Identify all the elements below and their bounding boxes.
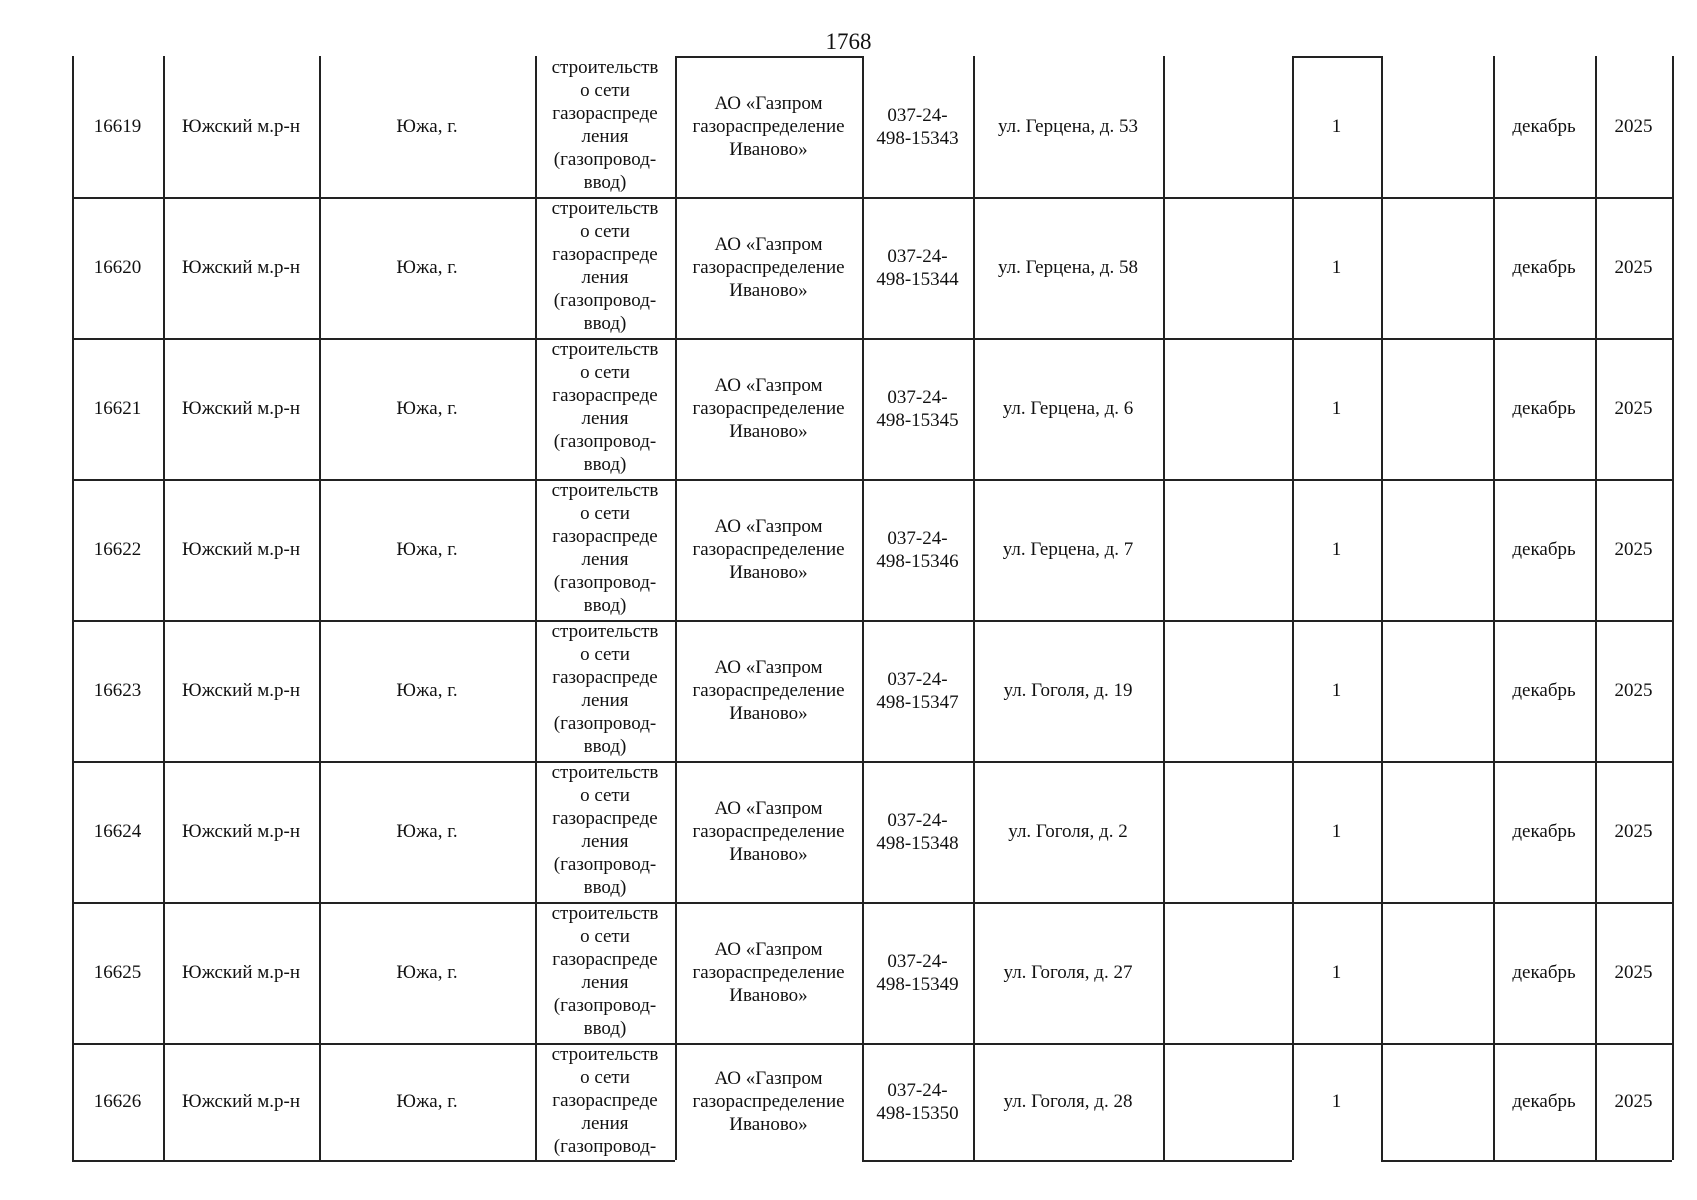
organization-text [675, 938, 862, 1007]
district-cell: Южский м.р-н [181, 116, 301, 137]
text-line: ввод) [583, 454, 627, 475]
object-code-text [862, 668, 973, 714]
text-line: газораспределение [692, 821, 845, 842]
organization-text [675, 515, 862, 584]
object-code-text [862, 386, 973, 432]
grid-line [1292, 56, 1294, 1160]
text-line: строительств [551, 57, 659, 78]
empty-cell [1381, 479, 1493, 620]
organization-text [675, 797, 862, 866]
address-cell: ул. Гоголя, д. 28 [1003, 1091, 1133, 1112]
text-line: ления [581, 690, 629, 711]
empty-cell [1163, 1043, 1292, 1160]
settlement-cell: Южа, г. [396, 398, 458, 419]
empty-cell [1381, 620, 1493, 761]
text-line: газораспреде [552, 385, 658, 406]
year-cell: 2025 [1614, 821, 1653, 842]
organization-text [675, 1067, 862, 1136]
row-number-cell: 16622 [93, 539, 142, 560]
year-cell: 2025 [1614, 257, 1653, 278]
work-type-cell [535, 338, 675, 479]
work-type-text [535, 197, 675, 335]
text-line: газораспределение [692, 539, 845, 560]
object-code-cell [862, 338, 973, 479]
text-line: 037-24- [887, 245, 948, 267]
text-line: (газопровод- [553, 854, 657, 875]
table-row [0, 620, 1697, 761]
district-cell: Южский м.р-н [181, 680, 301, 701]
grid-line [862, 56, 864, 1160]
text-line: ления [581, 831, 629, 852]
text-line: 498-15345 [876, 409, 959, 431]
month-cell: декабрь [1512, 680, 1576, 701]
text-line: ввод) [583, 595, 627, 616]
object-code-cell [862, 902, 973, 1043]
grid-line [72, 56, 74, 1160]
text-line: газораспреде [552, 667, 658, 688]
text-line: 498-15348 [876, 832, 959, 854]
quantity-cell: 1 [1331, 821, 1342, 842]
empty-cell [1381, 56, 1493, 197]
text-line: газораспределение [692, 116, 845, 137]
quantity-cell: 1 [1331, 257, 1342, 278]
text-line: (газопровод- [553, 713, 657, 734]
text-line: газораспреде [552, 244, 658, 265]
text-line: ления [581, 972, 629, 993]
district-cell: Южский м.р-н [181, 821, 301, 842]
row-number-cell: 16620 [93, 257, 142, 278]
object-code-text [862, 950, 973, 996]
grid-line [72, 1043, 1672, 1045]
organization-cell [675, 56, 862, 197]
quantity-cell: 1 [1331, 398, 1342, 419]
object-code-text [862, 809, 973, 855]
settlement-cell: Южа, г. [396, 257, 458, 278]
empty-cell [1163, 479, 1292, 620]
grid-line [72, 479, 1672, 481]
empty-cell [1163, 56, 1292, 197]
text-line: Иваново» [729, 703, 808, 724]
text-line: газораспреде [552, 103, 658, 124]
table-row [0, 338, 1697, 479]
grid-line [1381, 56, 1383, 1160]
settlement-cell: Южа, г. [396, 539, 458, 560]
grid-line [1381, 1160, 1672, 1162]
text-line: о сети [580, 1067, 630, 1088]
text-line: 037-24- [887, 668, 948, 690]
text-line: ления [581, 267, 629, 288]
organization-cell [675, 902, 862, 1043]
empty-cell [1163, 338, 1292, 479]
row-number-cell: 16624 [93, 821, 142, 842]
year-cell: 2025 [1614, 116, 1653, 137]
text-line: Иваново» [729, 985, 808, 1006]
work-type-text [535, 1043, 675, 1158]
settlement-cell: Южа, г. [396, 962, 458, 983]
quantity-cell: 1 [1331, 962, 1342, 983]
month-cell: декабрь [1512, 962, 1576, 983]
table-row [0, 761, 1697, 902]
work-type-text [535, 479, 675, 617]
text-line: о сети [580, 644, 630, 665]
text-line: АО «Газпром [714, 657, 823, 678]
organization-text [675, 656, 862, 725]
object-code-cell [862, 1043, 973, 1160]
empty-cell [1163, 197, 1292, 338]
empty-cell [1163, 761, 1292, 902]
grid-line [72, 902, 1672, 904]
month-cell: декабрь [1512, 116, 1576, 137]
text-line: 037-24- [887, 527, 948, 549]
object-code-text [862, 104, 973, 150]
text-line: 498-15349 [876, 973, 959, 995]
grid-line [72, 761, 1672, 763]
row-number-cell: 16626 [93, 1091, 142, 1112]
text-line: ления [581, 408, 629, 429]
empty-cell [1163, 620, 1292, 761]
organization-text [675, 374, 862, 443]
text-line: о сети [580, 221, 630, 242]
grid-line [862, 1160, 1292, 1162]
grid-line [1672, 56, 1674, 1160]
work-type-text [535, 761, 675, 899]
organization-cell [675, 479, 862, 620]
text-line: газораспределение [692, 962, 845, 983]
organization-cell [675, 620, 862, 761]
organization-text [675, 233, 862, 302]
text-line: ввод) [583, 877, 627, 898]
address-cell: ул. Герцена, д. 7 [1002, 539, 1134, 560]
text-line: ления [581, 126, 629, 147]
text-line: газораспреде [552, 949, 658, 970]
empty-cell [1381, 197, 1493, 338]
address-cell: ул. Гоголя, д. 27 [1003, 962, 1133, 983]
work-type-cell [535, 479, 675, 620]
grid-line [675, 56, 677, 1160]
grid-line [535, 56, 537, 1160]
organization-cell [675, 761, 862, 902]
text-line: о сети [580, 926, 630, 947]
organization-text [675, 92, 862, 161]
text-line: строительств [551, 762, 659, 783]
text-line: АО «Газпром [714, 93, 823, 114]
text-line: ления [581, 1113, 629, 1134]
quantity-cell: 1 [1331, 116, 1342, 137]
text-line: АО «Газпром [714, 516, 823, 537]
quantity-cell: 1 [1331, 680, 1342, 701]
text-line: газораспределение [692, 257, 845, 278]
address-cell: ул. Гоголя, д. 2 [1008, 821, 1128, 842]
object-code-cell [862, 56, 973, 197]
text-line: (газопровод- [553, 290, 657, 311]
table-row [0, 1043, 1697, 1160]
quantity-cell: 1 [1331, 539, 1342, 560]
text-line: 037-24- [887, 1079, 948, 1101]
text-line: АО «Газпром [714, 234, 823, 255]
organization-cell [675, 338, 862, 479]
text-line: ления [581, 549, 629, 570]
work-type-cell [535, 902, 675, 1043]
grid-line [319, 56, 321, 1160]
address-cell: ул. Герцена, д. 53 [998, 116, 1138, 137]
row-number-cell: 16621 [93, 398, 142, 419]
object-code-cell [862, 761, 973, 902]
text-line: ввод) [583, 736, 627, 757]
text-line: Иваново» [729, 844, 808, 865]
text-line: 037-24- [887, 104, 948, 126]
text-line: АО «Газпром [714, 939, 823, 960]
work-type-cell [535, 1043, 675, 1160]
object-code-cell [862, 479, 973, 620]
grid-line [1595, 56, 1597, 1160]
text-line: о сети [580, 80, 630, 101]
month-cell: декабрь [1512, 1091, 1576, 1112]
grid-line [72, 620, 1672, 622]
year-cell: 2025 [1614, 539, 1653, 560]
district-cell: Южский м.р-н [181, 398, 301, 419]
organization-cell [675, 197, 862, 338]
text-line: газораспределение [692, 680, 845, 701]
work-type-cell [535, 56, 675, 197]
text-line: 037-24- [887, 950, 948, 972]
text-line: АО «Газпром [714, 1068, 823, 1089]
text-line: 498-15347 [876, 691, 959, 713]
text-line: газораспределение [692, 398, 845, 419]
table-row [0, 902, 1697, 1043]
text-line: газораспреде [552, 1090, 658, 1111]
text-line: о сети [580, 362, 630, 383]
work-type-text [535, 56, 675, 194]
empty-cell [1381, 338, 1493, 479]
text-line: строительств [551, 903, 659, 924]
text-line: строительств [551, 621, 659, 642]
month-cell: декабрь [1512, 821, 1576, 842]
month-cell: декабрь [1512, 539, 1576, 560]
year-cell: 2025 [1614, 1091, 1653, 1112]
text-line: газораспреде [552, 526, 658, 547]
empty-cell [1163, 902, 1292, 1043]
row-number-cell: 16619 [93, 116, 142, 137]
text-line: (газопровод- [553, 572, 657, 593]
empty-cell [1381, 902, 1493, 1043]
grid-line [1292, 56, 1381, 58]
text-line: о сети [580, 503, 630, 524]
district-cell: Южский м.р-н [181, 257, 301, 278]
text-line: АО «Газпром [714, 798, 823, 819]
text-line: 498-15350 [876, 1102, 959, 1124]
table-row [0, 197, 1697, 338]
text-line: 037-24- [887, 809, 948, 831]
object-code-text [862, 1079, 973, 1125]
work-type-text [535, 902, 675, 1040]
text-line: (газопровод- [553, 1136, 657, 1157]
page-number: 1768 [825, 29, 872, 54]
text-line: строительств [551, 198, 659, 219]
text-line: ввод) [583, 313, 627, 334]
text-line: Иваново» [729, 139, 808, 160]
month-cell: декабрь [1512, 257, 1576, 278]
district-cell: Южский м.р-н [181, 962, 301, 983]
row-number-cell: 16625 [93, 962, 142, 983]
work-type-text [535, 620, 675, 758]
settlement-cell: Южа, г. [396, 680, 458, 701]
grid-line [72, 338, 1672, 340]
year-cell: 2025 [1614, 680, 1653, 701]
grid-line [72, 1160, 675, 1162]
organization-cell [675, 1043, 862, 1160]
work-type-text [535, 338, 675, 476]
empty-cell [1381, 761, 1493, 902]
text-line: строительств [551, 339, 659, 360]
text-line: Иваново» [729, 280, 808, 301]
grid-line [973, 56, 975, 1160]
work-type-cell [535, 197, 675, 338]
object-code-text [862, 527, 973, 573]
text-line: (газопровод- [553, 431, 657, 452]
text-line: о сети [580, 785, 630, 806]
table-row [0, 56, 1697, 197]
text-line: АО «Газпром [714, 375, 823, 396]
text-line: газораспределение [692, 1091, 845, 1112]
object-code-cell [862, 197, 973, 338]
text-line: 498-15344 [876, 268, 959, 290]
district-cell: Южский м.р-н [181, 1091, 301, 1112]
address-cell: ул. Гоголя, д. 19 [1003, 680, 1133, 701]
empty-cell [1381, 1043, 1493, 1160]
quantity-cell: 1 [1331, 1091, 1342, 1112]
text-line: ввод) [583, 172, 627, 193]
text-line: (газопровод- [553, 149, 657, 170]
work-type-cell [535, 761, 675, 902]
row-number-cell: 16623 [93, 680, 142, 701]
table-row [0, 479, 1697, 620]
text-line: ввод) [583, 1018, 627, 1039]
object-code-text [862, 245, 973, 291]
grid-line [1163, 56, 1165, 1160]
grid-line [1493, 56, 1495, 1160]
text-line: строительств [551, 480, 659, 501]
text-line: 498-15346 [876, 550, 959, 572]
address-cell: ул. Герцена, д. 6 [1002, 398, 1134, 419]
text-line: Иваново» [729, 421, 808, 442]
text-line: газораспреде [552, 808, 658, 829]
text-line: 037-24- [887, 386, 948, 408]
grid-line [163, 56, 165, 1160]
year-cell: 2025 [1614, 398, 1653, 419]
text-line: строительств [551, 1044, 659, 1065]
grid-line [72, 197, 1672, 199]
text-line: (газопровод- [553, 995, 657, 1016]
address-cell: ул. Герцена, д. 58 [998, 257, 1138, 278]
settlement-cell: Южа, г. [396, 116, 458, 137]
settlement-cell: Южа, г. [396, 1091, 458, 1112]
text-line: 498-15343 [876, 127, 959, 149]
month-cell: декабрь [1512, 398, 1576, 419]
year-cell: 2025 [1614, 962, 1653, 983]
text-line: Иваново» [729, 1114, 808, 1135]
grid-line [675, 56, 862, 58]
settlement-cell: Южа, г. [396, 821, 458, 842]
text-line: Иваново» [729, 562, 808, 583]
object-code-cell [862, 620, 973, 761]
work-type-cell [535, 620, 675, 761]
district-cell: Южский м.р-н [181, 539, 301, 560]
